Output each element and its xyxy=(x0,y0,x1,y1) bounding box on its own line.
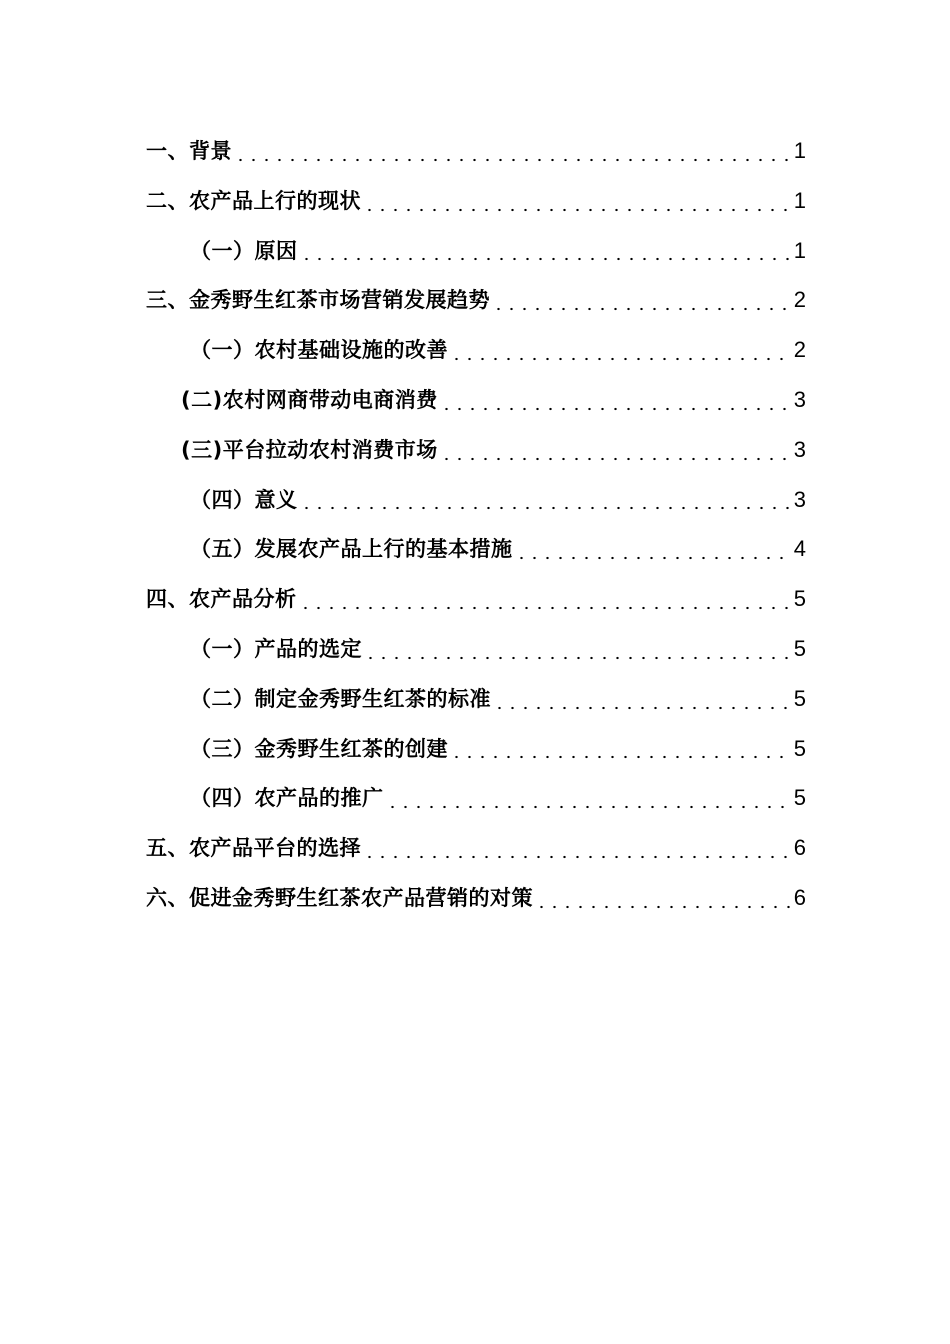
toc-dot-leader xyxy=(493,705,790,711)
toc-entry[interactable] xyxy=(146,475,806,525)
toc-entry-page-number: 5 xyxy=(793,586,806,612)
toc-dot-leader xyxy=(450,356,790,362)
toc-dot-leader xyxy=(515,555,790,561)
toc-entry-title: （五）发展农产品上行的基本措施 xyxy=(190,537,513,562)
toc-entry-page-number: 1 xyxy=(793,187,806,213)
toc-entry-page-number: 6 xyxy=(793,884,806,910)
toc-dot-leader xyxy=(440,456,790,462)
toc-dot-leader xyxy=(363,854,790,860)
toc-entry[interactable] xyxy=(146,325,806,375)
toc-entry[interactable] xyxy=(146,176,806,226)
toc-entry-title: （二）制定金秀野生红茶的标准 xyxy=(190,686,491,711)
toc-entry-title: （一）农村基础设施的改善 xyxy=(190,338,448,363)
toc-entry-title: 一、背景 xyxy=(146,139,232,163)
toc-dot-leader xyxy=(535,904,790,910)
toc-entry[interactable] xyxy=(146,375,806,425)
toc-entry-page-number: 3 xyxy=(793,386,806,412)
toc-entry[interactable] xyxy=(146,773,806,823)
toc-entry-title: （四）农产品的推广 xyxy=(190,786,384,811)
toc-dot-leader xyxy=(234,157,790,163)
toc-entry-page-number: 1 xyxy=(793,138,806,163)
toc-entry[interactable] xyxy=(146,624,806,674)
table-of-contents xyxy=(146,126,806,923)
toc-dot-leader xyxy=(450,754,790,760)
toc-entry[interactable] xyxy=(146,873,806,923)
toc-dot-leader xyxy=(386,804,790,810)
toc-entry-title: （一）原因 xyxy=(190,238,298,263)
toc-entry[interactable] xyxy=(146,425,806,475)
toc-dot-leader xyxy=(363,207,790,213)
toc-entry-page-number: 5 xyxy=(793,685,806,711)
toc-entry[interactable] xyxy=(146,574,806,624)
toc-dot-leader xyxy=(300,505,790,511)
toc-entry-page-number: 2 xyxy=(793,287,806,313)
toc-entry-page-number: 2 xyxy=(793,337,806,363)
toc-dot-leader xyxy=(299,605,790,611)
toc-entry[interactable] xyxy=(146,674,806,724)
toc-entry[interactable] xyxy=(146,524,806,574)
toc-entry-page-number: 3 xyxy=(793,486,806,512)
toc-entry-title: 二、农产品上行的现状 xyxy=(146,188,361,213)
toc-entry[interactable] xyxy=(146,724,806,774)
toc-entry[interactable] xyxy=(146,126,806,176)
toc-dot-leader xyxy=(440,406,790,412)
toc-dot-leader xyxy=(300,256,790,262)
toc-entry-page-number: 5 xyxy=(793,735,806,761)
toc-entry-page-number: 1 xyxy=(793,237,806,263)
toc-entry-page-number: 4 xyxy=(793,536,806,562)
toc-entry-page-number: 5 xyxy=(793,635,806,661)
toc-entry[interactable] xyxy=(146,275,806,325)
toc-entry-title: （三）金秀野生红茶的创建 xyxy=(190,736,448,761)
toc-entry-title: （四）意义 xyxy=(190,487,298,512)
toc-entry-title: 三、金秀野生红茶市场营销发展趋势 xyxy=(146,288,490,313)
toc-entry-title: 五、农产品平台的选择 xyxy=(146,836,361,861)
toc-entry-title: 四、农产品分析 xyxy=(146,587,297,612)
toc-entry-title: (三)平台拉动农村消费市场 xyxy=(181,437,438,462)
toc-entry-page-number: 3 xyxy=(793,436,806,462)
toc-entry-title: （一）产品的选定 xyxy=(190,636,362,661)
toc-entry-page-number: 5 xyxy=(793,785,806,811)
toc-dot-leader xyxy=(492,306,790,312)
toc-entry-title: (二)农村网商带动电商消费 xyxy=(181,387,438,412)
toc-entry-title: 六、促进金秀野生红茶农产品营销的对策 xyxy=(146,885,533,910)
toc-entry[interactable] xyxy=(146,823,806,873)
toc-entry[interactable] xyxy=(146,226,806,276)
toc-dot-leader xyxy=(364,655,790,661)
toc-entry-page-number: 6 xyxy=(793,835,806,861)
